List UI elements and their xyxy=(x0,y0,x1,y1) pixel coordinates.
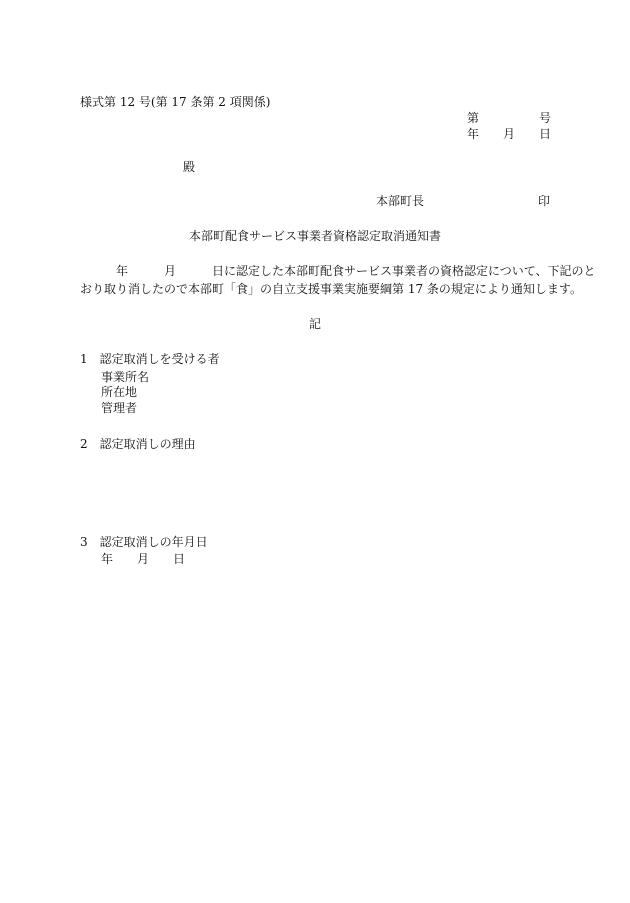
section-2-heading: 2 認定取消しの理由 xyxy=(80,437,196,451)
body-line-1: 年 月 日に認定した本部町配食サービス事業者の資格認定について、下記のと xyxy=(80,264,596,278)
document-title: 本部町配食サービス事業者資格認定取消通知書 xyxy=(188,229,441,243)
sender-title: 本部町長 xyxy=(376,194,425,208)
ki-marker: 記 xyxy=(308,317,321,331)
document-number: 第 号 xyxy=(466,111,551,125)
section-3-heading: 3 認定取消しの年月日 xyxy=(80,535,208,549)
section-1-heading: 1 認定取消しを受ける者 xyxy=(80,352,220,366)
addressee-honorific: 殿 xyxy=(183,160,196,174)
body-line-2: おり取り消したので本部町「食」の自立支援事業実施要綱第 17 条の規定により通知します。 xyxy=(80,282,582,296)
section-3-date: 年 月 日 xyxy=(101,552,186,566)
section-1-item-office-name: 事業所名 xyxy=(101,370,150,384)
form-number: 様式第 12 号(第 17 条第 2 項関係) xyxy=(80,95,271,109)
section-1-item-address: 所在地 xyxy=(101,385,138,399)
section-1-item-manager: 管理者 xyxy=(101,401,138,415)
seal-mark: 印 xyxy=(538,194,551,208)
issue-date: 年 月 日 xyxy=(466,127,551,141)
